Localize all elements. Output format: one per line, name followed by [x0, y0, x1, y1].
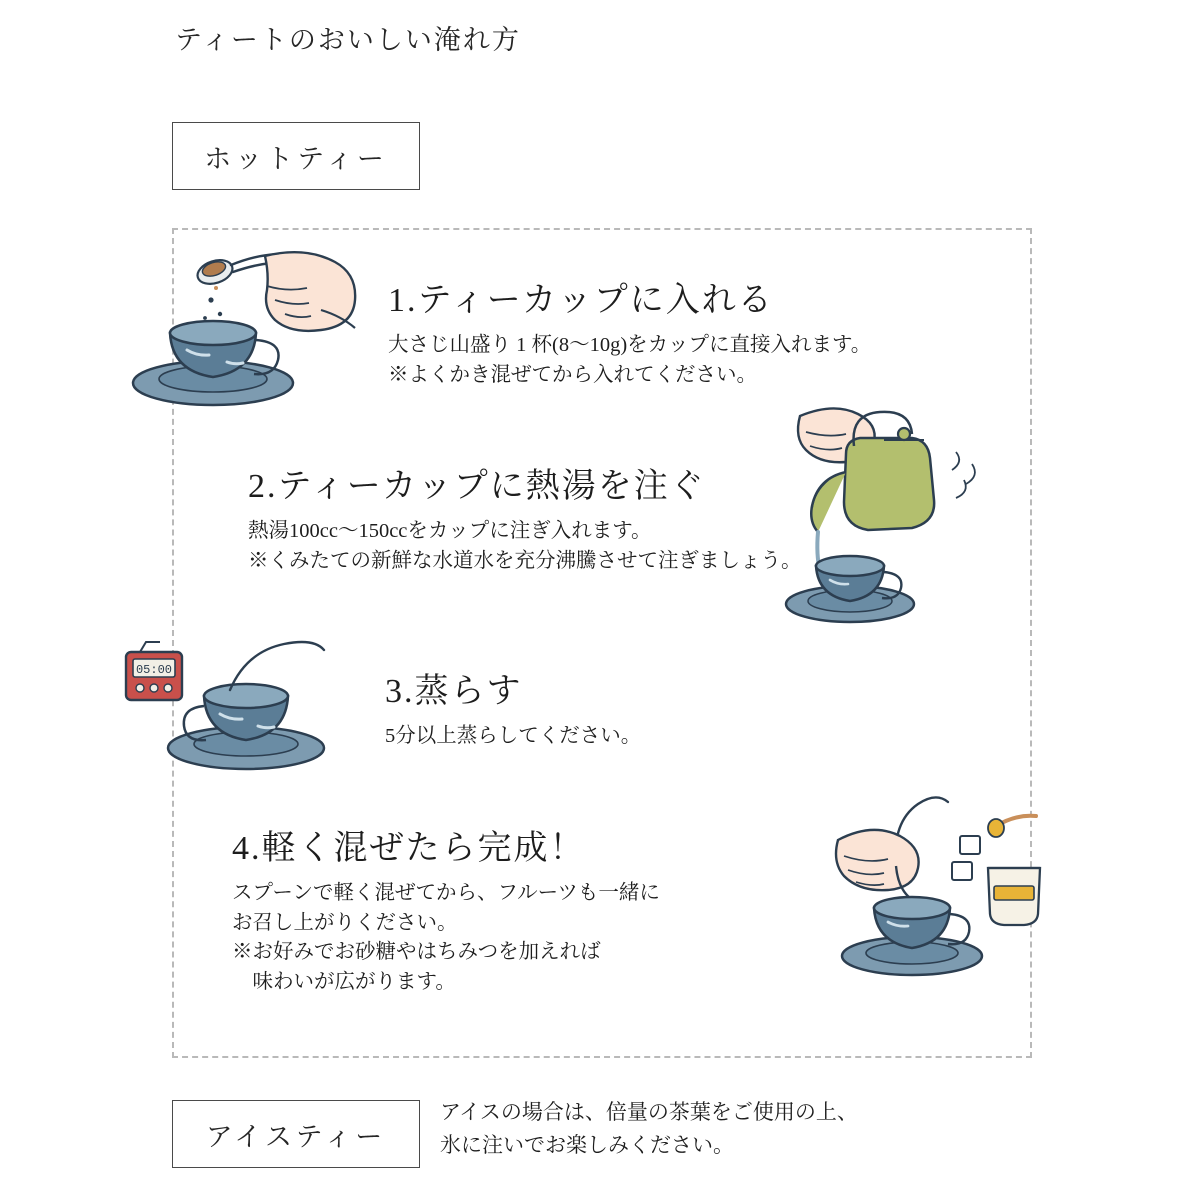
timer-display: 05:00	[135, 663, 173, 677]
step-1-body-line-2: ※よくかき混ぜてから入れてください。	[388, 363, 757, 386]
step-4-body-line-1: スプーンで軽く混ぜてから、フルーツも一緒に	[232, 882, 660, 904]
step-3-heading: 3.蒸らす	[385, 673, 523, 710]
step-4-body-line-4: 味わいが広がります。	[232, 971, 456, 994]
illustration-stir-sugar-honey	[820, 780, 1080, 990]
section-label-ice-tea-text: アイスティー	[205, 1121, 387, 1152]
step-2	[248, 458, 802, 576]
ice-tea-note-line-2: 氷に注いでお楽しみください。	[440, 1132, 734, 1157]
step-4-heading: 4.軽く混ぜたら完成！	[232, 830, 586, 867]
step-4	[232, 820, 660, 998]
illustration-kettle-pour	[780, 398, 1030, 628]
illustration-timer-cup	[120, 620, 380, 780]
section-label-hot-tea-text: ホットティー	[204, 143, 388, 174]
step-4-body-line-2: お召し上がりください。	[232, 911, 458, 934]
step-4-body	[232, 879, 660, 998]
step-3-body	[385, 722, 641, 752]
step-2-heading: 2.ティーカップに熱湯を注ぐ	[248, 468, 706, 505]
ice-tea-note	[440, 1096, 858, 1161]
section-label-hot-tea	[172, 122, 420, 190]
step-2-body-line-2: ※くみたての新鮮な水道水を充分沸騰させて注ぎましょう。	[248, 549, 802, 572]
step-1	[388, 272, 871, 390]
step-4-body-line-3: ※お好みでお砂糖やはちみつを加えれば	[232, 941, 601, 964]
step-2-body	[248, 517, 802, 576]
ice-tea-note-line-1: アイスの場合は、倍量の茶葉をご使用の上、	[440, 1100, 858, 1124]
section-label-ice-tea	[172, 1100, 420, 1168]
step-3	[385, 663, 641, 752]
step-3-body-line-1: 5分以上蒸らしてください。	[385, 725, 642, 747]
step-1-heading: 1.ティーカップに入れる	[388, 282, 774, 319]
illustration-hand-spoon-cup	[115, 238, 375, 418]
step-1-body	[388, 331, 871, 390]
step-2-body-line-1: 熱湯100cc〜150ccをカップに注ぎ入れます。	[248, 520, 652, 542]
step-1-body-line-1: 大さじ山盛り 1 杯(8〜10g)をカップに直接入れます。	[388, 334, 872, 356]
page-title: ティートのおいしい淹れ方	[175, 25, 521, 55]
